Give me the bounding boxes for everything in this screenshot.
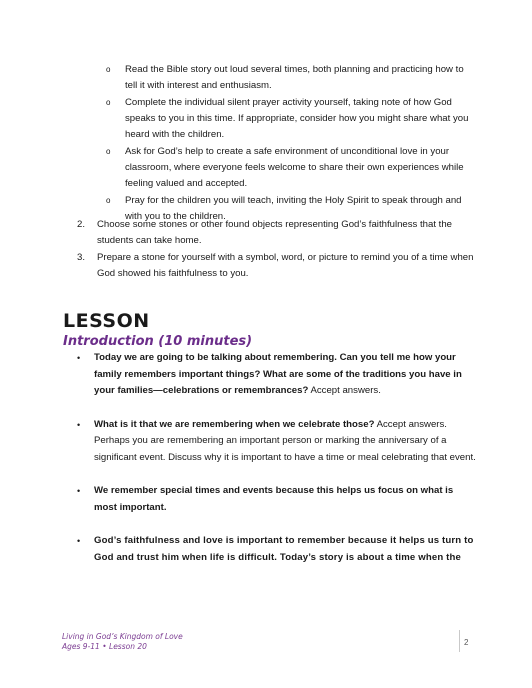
preparation-numbered-list: [77, 217, 477, 283]
section-heading: Introduction (10 minutes): [63, 334, 253, 349]
introduction-bullets: [77, 350, 477, 566]
list-item: o Read the Bible story out loud several times, both planning and practicing how to tell it with interest and enthusiasm.: [106, 64, 464, 91]
list-item: 2. Choose some stones or other found objects representing God’s faithfulness that the students can take home.: [77, 219, 453, 246]
list-item: 3. Prepare a stone for yourself with a symbol, word, or picture to remind you of a time when God showed his faithfulness to you.: [77, 252, 474, 279]
hollow-bullet-icon: o: [106, 196, 111, 205]
footer-title: Living in God’s Kingdom of Love: [62, 632, 183, 641]
list-item: o Complete the individual silent prayer activity yourself, taking note of how God speaks to you in this time. If appropriate, consider how you might share what you heard with the children.: [106, 97, 469, 140]
footer-subtitle: Ages 9-11 • Lesson 20: [62, 642, 147, 651]
list-number: 2.: [77, 219, 86, 230]
list-item: • We remember special times and events because this helps us focus on what is most important.: [77, 485, 454, 513]
bullet-icon: •: [77, 486, 81, 496]
bullet-icon: •: [77, 536, 81, 546]
list-item: • God’s faithfulness and love is important to remember because it helps us turn to God and trust him when life is difficult. Today’s story is about a time when the: [77, 535, 474, 563]
bullet-icon: •: [77, 419, 81, 430]
footer-divider: [459, 630, 460, 652]
list-item: o Pray for the children you will teach, inviting the Holy Spirit to speak through and with you to the children.: [106, 195, 462, 222]
hollow-bullet-icon: o: [106, 147, 111, 156]
list-item: o Ask for God’s help to create a safe environment of unconditional love in your classroom, where everyone feels welcome to share their own experiences while feeling valued and accepted.: [106, 146, 464, 189]
hollow-bullet-icon: o: [106, 65, 111, 74]
preparation-sublist: [106, 62, 476, 226]
list-number: 3.: [77, 252, 86, 263]
page-footer: [62, 632, 183, 652]
page-number: 2: [464, 638, 469, 647]
list-item: • What is it that we are remembering when we celebrate those? Accept answers. Perhaps you are remembering an important person or marking the anniversary of a significant event. Discuss why it is important to have a time or meal celebrating that event.: [77, 418, 476, 463]
bullet-icon: •: [77, 353, 81, 363]
list-item: • Today we are going to be talking about remembering. Can you tell me how your family remembers important things? What are some of the traditions you have in your families—celebrations or remembrances? Accept answers.: [77, 352, 462, 396]
lesson-heading: LESSON: [63, 310, 150, 332]
hollow-bullet-icon: o: [106, 98, 111, 107]
